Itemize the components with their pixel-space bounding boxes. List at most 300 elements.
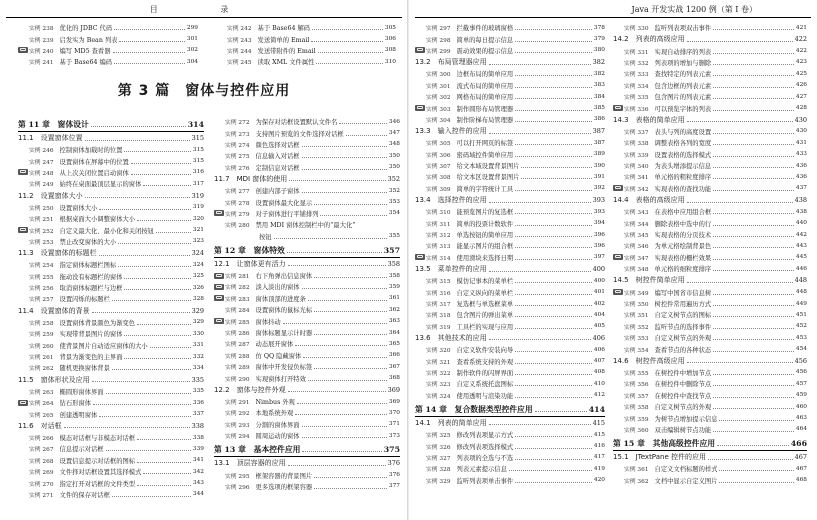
dot-leader xyxy=(708,459,793,460)
page-number: 423 xyxy=(795,59,807,66)
section-heading xyxy=(214,384,400,396)
page-number: 428 xyxy=(795,105,807,112)
page-number: 386 xyxy=(593,116,605,123)
entry-title: 钻石形窗体 xyxy=(59,400,91,408)
video-icon xyxy=(415,47,425,53)
toc-entry xyxy=(214,150,400,161)
toc-entry xyxy=(613,149,807,160)
page-number: 355 xyxy=(388,233,400,240)
entry-title: 14.6 树控件高级应用 xyxy=(613,356,685,365)
page-number: 344 xyxy=(192,491,204,498)
entry-title: 查看节点的各种状态 xyxy=(654,346,712,354)
dot-leader xyxy=(713,98,794,99)
example-number: 实例 333 xyxy=(624,72,649,79)
dot-leader xyxy=(515,436,592,437)
page-number: 392 xyxy=(593,185,605,192)
toc-entry xyxy=(214,185,400,196)
toc-entry xyxy=(613,160,807,171)
chapter-heading xyxy=(613,437,807,451)
left-page xyxy=(0,0,408,520)
dot-leader xyxy=(314,334,387,335)
entry-title: 拖动没有标题栏的窗体 xyxy=(59,273,123,281)
dot-leader xyxy=(515,75,592,76)
page-number: 347 xyxy=(388,130,400,137)
dot-leader xyxy=(99,255,190,256)
page-number: 306 xyxy=(384,36,396,43)
entry-title: 窗体标题显示计时器 xyxy=(255,330,313,338)
entry-title: 修改列表项显示方式 xyxy=(456,432,514,440)
dot-leader xyxy=(316,63,383,64)
page-number: 422 xyxy=(795,48,807,55)
entry-title: 文件择对话框设置其选择模式 xyxy=(59,469,142,477)
page-number: 384 xyxy=(593,93,605,100)
entry-title: 网格布局的简单应用 xyxy=(456,94,514,102)
section-heading xyxy=(415,125,605,137)
example-number: 实例 302 xyxy=(426,95,451,102)
example-number: 实例 289 xyxy=(225,365,250,372)
toc-entry xyxy=(214,219,400,230)
toc-entry xyxy=(415,298,605,309)
page-number: 376 xyxy=(388,472,400,479)
page-number: 389 xyxy=(593,151,605,158)
toc-column xyxy=(613,22,807,486)
example-number: 实例 268 xyxy=(29,458,54,465)
example-number: 实例 325 xyxy=(426,433,451,440)
entry-title: 发送带附件的 Email xyxy=(257,47,316,55)
entry-title: 拦截事件的玻璃窗格 xyxy=(456,25,514,33)
toc-entry xyxy=(18,362,204,373)
dot-leader xyxy=(515,247,592,248)
entry-title: 设置窗体在屏幕中的位置 xyxy=(59,158,129,166)
entry-title: 监听列表项单击事件 xyxy=(456,477,514,485)
entry-title: 取消窗体标题栏与边框 xyxy=(59,285,123,293)
dot-leader xyxy=(515,236,592,237)
page-number: 438 xyxy=(795,208,807,215)
section-heading xyxy=(18,305,204,317)
section-heading xyxy=(214,173,400,185)
toc-entry xyxy=(613,57,807,68)
dot-leader xyxy=(713,397,794,398)
toc-entry-continued xyxy=(214,231,400,242)
entry-title: 实现表格的分页技术 xyxy=(654,232,712,240)
entry-title: 查看系统支持的外观 xyxy=(456,358,514,366)
example-number: 实例 288 xyxy=(225,353,250,360)
dot-leader xyxy=(713,351,794,352)
example-number: 实例 247 xyxy=(29,159,54,166)
dot-leader xyxy=(515,110,592,111)
header-rule xyxy=(6,17,402,18)
page-number: 467 xyxy=(795,465,807,472)
entry-title: 制作圆形布局管理器 xyxy=(456,105,514,113)
dot-leader xyxy=(112,369,191,370)
example-number: 实例 316 xyxy=(426,290,451,297)
entry-title: 在树控件中增加节点 xyxy=(654,369,712,377)
section-heading xyxy=(415,194,605,206)
page-number: 387 xyxy=(593,139,605,146)
toc-entry xyxy=(18,178,204,189)
page-number: 437 xyxy=(795,185,807,192)
toc-entry xyxy=(415,171,605,182)
entry-title: 14.2 列表的高级应用 xyxy=(613,35,685,44)
entry-title: 列表元素提示信息 xyxy=(456,466,507,474)
entry-title: 第 13 章 基本控件应用 xyxy=(214,445,301,455)
toc-entry xyxy=(18,155,204,166)
video-icon xyxy=(613,105,623,111)
example-number: 实例 313 xyxy=(426,244,451,251)
example-number: 实例 319 xyxy=(426,324,451,331)
page-number: 406 xyxy=(593,346,605,353)
page-number: 383 xyxy=(593,82,605,89)
dot-leader xyxy=(713,374,794,375)
toc-entry xyxy=(415,217,605,228)
example-number: 实例 351 xyxy=(624,313,649,320)
example-number: 实例 306 xyxy=(426,152,451,159)
page-number: 421 xyxy=(795,24,807,31)
dot-leader xyxy=(131,163,191,164)
toc-entry xyxy=(214,419,400,430)
example-number: 实例 345 xyxy=(624,233,649,240)
example-number: 实例 298 xyxy=(426,37,451,44)
page-number: 390 xyxy=(593,162,605,169)
dot-leader xyxy=(302,146,387,147)
toc-entry xyxy=(613,206,807,217)
page-number: 467 xyxy=(794,453,807,462)
page-number: 378 xyxy=(593,24,605,31)
page-number: 426 xyxy=(795,82,807,89)
dot-leader xyxy=(687,121,793,122)
entry-title: 列表项的全选与不选 xyxy=(456,454,514,462)
entry-title: 自定义树节点的图标 xyxy=(654,312,712,320)
section-heading xyxy=(18,374,204,386)
dot-leader xyxy=(515,29,592,30)
dot-leader xyxy=(713,408,794,409)
dot-leader xyxy=(713,110,794,111)
toc-entry xyxy=(214,469,400,480)
dot-leader xyxy=(302,169,387,170)
page-number: 324 xyxy=(191,249,204,258)
example-number: 实例 321 xyxy=(426,359,451,366)
dot-leader xyxy=(124,358,190,359)
dot-leader xyxy=(112,300,191,301)
dot-leader xyxy=(312,29,383,30)
toc-entry xyxy=(415,367,605,378)
toc-column xyxy=(415,22,605,486)
toc-entry xyxy=(216,45,396,56)
entry-title: 设置窗体大小 xyxy=(59,204,98,212)
entry-title: 列表项的增加与删除 xyxy=(654,59,712,67)
dot-leader xyxy=(515,213,592,214)
example-number: 实例 270 xyxy=(29,481,54,488)
entry-title: 设置窗体最大化显示 xyxy=(255,199,313,207)
dot-leader xyxy=(515,156,592,157)
dot-leader xyxy=(687,362,793,363)
page-number: 315 xyxy=(192,146,204,153)
entry-title: 12.1 让窗体更有活力 xyxy=(214,259,286,268)
entry-title: 文档中显示自定义图片 xyxy=(654,477,718,485)
entry-title: 15.1 JTextPane 控件的应用 xyxy=(613,453,706,462)
example-number: 实例 278 xyxy=(225,200,250,207)
toc-entry xyxy=(613,390,807,401)
entry-title: 包含图片的列表元素 xyxy=(654,94,712,102)
dot-leader xyxy=(489,271,591,272)
entry-title: 框架容器的背景图片 xyxy=(255,472,313,480)
dot-leader xyxy=(113,52,185,53)
example-number: 实例 243 xyxy=(227,37,252,44)
example-number: 实例 275 xyxy=(225,154,250,161)
dot-leader xyxy=(515,282,592,283)
example-number: 实例 323 xyxy=(426,382,451,389)
page-number: 361 xyxy=(388,295,400,302)
toc-entry xyxy=(415,475,605,486)
toc-entry xyxy=(214,361,400,372)
toc-entry xyxy=(18,202,204,213)
page-number: 329 xyxy=(192,319,204,326)
dot-leader xyxy=(515,190,592,191)
dot-leader xyxy=(713,236,794,237)
page-number: 417 xyxy=(593,454,605,461)
entry-title: 设置窗体的鼠标光标 xyxy=(255,307,313,315)
toc-entry xyxy=(18,282,204,293)
example-number: 实例 318 xyxy=(426,313,451,320)
example-number: 实例 338 xyxy=(624,141,649,148)
entry-title: 自定义树节点的外观 xyxy=(654,404,712,412)
entry-title: 制作软件的闪屏界面 xyxy=(456,369,514,377)
toc-entry xyxy=(415,22,605,33)
toc-entry xyxy=(18,351,204,362)
entry-title: 更多选项的框架容器 xyxy=(255,483,313,491)
page-number: 331 xyxy=(192,342,204,349)
example-number: 实例 328 xyxy=(426,467,451,474)
page-number: 304 xyxy=(186,58,198,65)
toc-entry xyxy=(415,252,605,263)
chapter-heading xyxy=(214,244,400,258)
page-number: 448 xyxy=(795,289,807,296)
page-number: 443 xyxy=(795,242,807,249)
toc-entry xyxy=(18,328,204,339)
page-number: 404 xyxy=(593,311,605,318)
dot-leader xyxy=(515,225,592,226)
example-number: 实例 261 xyxy=(29,355,54,362)
example-number: 实例 266 xyxy=(29,436,54,442)
toc-entry xyxy=(415,80,605,91)
entry-title: 淡入淡出的窗体 xyxy=(255,284,300,292)
entry-title: 实现表格的栅栏效果 xyxy=(654,254,712,262)
toc-entry xyxy=(613,126,807,137)
example-number: 实例 284 xyxy=(225,308,250,315)
dot-leader xyxy=(717,445,789,446)
entry-title: 双击编辑树节点功能 xyxy=(654,426,712,434)
dot-leader xyxy=(515,397,592,398)
dot-leader xyxy=(85,197,190,198)
video-icon xyxy=(18,169,28,175)
example-number: 实例 299 xyxy=(426,48,451,55)
entry-title: 自定义树节点的外观 xyxy=(654,335,712,343)
toc-column xyxy=(216,22,396,68)
entry-title: 窗体顶部的进度条 xyxy=(255,295,306,303)
entry-title: 能预览图片的复选框 xyxy=(456,209,514,217)
entry-title: 11.4 设置窗体的背景 xyxy=(18,306,90,315)
section-heading xyxy=(18,247,204,259)
example-number: 实例 296 xyxy=(225,484,250,491)
example-number: 实例 320 xyxy=(426,348,451,355)
entry-title: 使用滑块来选择日期 xyxy=(456,254,514,262)
dot-leader xyxy=(308,300,387,301)
page-number: 350 xyxy=(388,152,400,159)
example-number: 实例 322 xyxy=(426,370,451,377)
example-number: 实例 241 xyxy=(29,60,54,67)
example-number: 实例 331 xyxy=(624,49,649,56)
page-number: 451 xyxy=(795,311,807,318)
toc-entry xyxy=(415,68,605,79)
entry-title: 设置表格的选择模式 xyxy=(654,151,712,159)
dot-leader xyxy=(112,496,191,497)
dot-leader xyxy=(719,482,793,483)
toc-column xyxy=(18,116,204,500)
page-number: 422 xyxy=(794,35,807,44)
entry-title: 在树控件中删除节点 xyxy=(654,381,712,389)
dot-leader xyxy=(288,265,386,266)
section-heading xyxy=(18,420,204,432)
entry-title: 第 14 章 复合数据类型控件应用 xyxy=(415,404,533,414)
entry-title: 窗体中开发侵负标签 xyxy=(255,364,313,372)
entry-title: 设置闪烁的标题栏 xyxy=(59,296,110,304)
toc-entry xyxy=(613,183,807,194)
entry-title: 模态对话框与非模态对话框 xyxy=(59,435,136,442)
dot-leader xyxy=(489,424,591,425)
example-number: 实例 311 xyxy=(426,221,451,228)
page-number: 325 xyxy=(192,273,204,280)
entry-title: 监听列表项双击事件 xyxy=(654,25,712,33)
entry-title: 单选按钮的简单应用 xyxy=(456,232,514,240)
page-number: 337 xyxy=(192,411,204,418)
dot-leader xyxy=(687,282,793,283)
dot-leader xyxy=(515,305,592,306)
example-number: 实例 279 xyxy=(225,211,250,218)
page-number: 449 xyxy=(795,300,807,307)
example-number: 实例 330 xyxy=(624,26,649,33)
page-number: 415 xyxy=(592,418,605,427)
toc-entry xyxy=(415,390,605,401)
toc-entry xyxy=(613,475,807,486)
toc-entry xyxy=(613,309,807,320)
entry-title: 设置窗体背景颜色为渐变色 xyxy=(59,319,136,327)
entry-title: 信息提示对话框 xyxy=(59,446,104,454)
toc-entry xyxy=(18,432,204,443)
entry-title: 14.1 列表的简单应用 xyxy=(415,418,487,427)
example-number: 实例 300 xyxy=(426,72,451,79)
toc-entry xyxy=(613,263,807,274)
page-number: 414 xyxy=(588,404,605,414)
toc-entry xyxy=(415,183,605,194)
toc-entry xyxy=(613,102,807,113)
entry-title: 查找特定的列表元素 xyxy=(654,71,712,79)
dot-leader xyxy=(114,63,185,64)
toc-entry xyxy=(415,45,605,56)
dot-leader xyxy=(118,243,191,244)
dot-leader xyxy=(124,335,190,336)
section-heading xyxy=(18,190,204,202)
toc-entry xyxy=(613,80,807,91)
dot-leader xyxy=(713,167,794,168)
dot-leader xyxy=(302,192,387,193)
page-number: 366 xyxy=(388,352,400,359)
page-number: 464 xyxy=(795,426,807,433)
dot-leader xyxy=(314,277,387,278)
page-number: 380 xyxy=(593,47,605,54)
dot-leader xyxy=(713,190,794,191)
video-icon xyxy=(18,227,28,233)
entry-title: 13.4 选择控件的应用 xyxy=(415,196,487,205)
dot-leader xyxy=(274,238,387,239)
example-number: 实例 343 xyxy=(624,210,649,217)
entry-title: 11.2 设置窗体大小 xyxy=(18,191,83,200)
page-number: 431 xyxy=(795,139,807,146)
entry-title: 13.5 菜单控件的应用 xyxy=(415,265,487,274)
page-number: 373 xyxy=(388,432,400,439)
page-number: 410 xyxy=(593,380,605,387)
entry-title: 14.4 表格的高级应用 xyxy=(613,196,685,205)
section-heading xyxy=(214,457,400,469)
toc-entry xyxy=(18,317,204,328)
video-icon xyxy=(18,47,28,53)
example-number: 实例 336 xyxy=(624,106,649,113)
dot-leader xyxy=(118,266,191,267)
page-number: 342 xyxy=(192,468,204,475)
entry-title: 禁止改变窗体的大小 xyxy=(59,238,117,246)
entry-title: 基于 Base64 解码 xyxy=(257,25,311,33)
example-number: 实例 249 xyxy=(29,182,54,189)
page-number: 364 xyxy=(388,329,400,336)
dot-leader xyxy=(314,488,387,489)
dot-leader xyxy=(687,202,793,203)
page-number: 396 xyxy=(593,242,605,249)
page-number: 454 xyxy=(795,346,807,353)
video-icon xyxy=(415,105,425,111)
dot-leader xyxy=(93,404,191,405)
entry-title: 11.1 设置窗体位置 xyxy=(18,134,83,142)
toc-entry xyxy=(214,270,400,281)
dot-leader xyxy=(489,339,591,340)
entry-title: 按钮 xyxy=(259,233,272,241)
dot-leader xyxy=(713,259,794,260)
entry-title: 11.7 MDI 窗体的使用 xyxy=(214,174,288,183)
entry-title: 为保存对话框设置默认文件名 xyxy=(255,119,338,127)
toc-entry xyxy=(18,259,204,270)
example-number: 实例 264 xyxy=(29,401,54,408)
dot-leader xyxy=(131,174,191,175)
example-number: 实例 297 xyxy=(426,26,451,33)
toc-entry xyxy=(613,45,807,56)
example-number: 实例 263 xyxy=(29,389,54,396)
entry-title: 监听节点的选择事件 xyxy=(654,323,712,331)
toc-column xyxy=(18,22,198,68)
video-icon xyxy=(214,273,224,279)
section-heading xyxy=(415,417,605,429)
example-number: 实例 334 xyxy=(624,83,649,90)
dot-leader xyxy=(302,426,387,427)
page-number: 415 xyxy=(593,431,605,438)
dot-leader xyxy=(713,385,794,386)
example-number: 实例 260 xyxy=(29,343,54,350)
dot-leader xyxy=(713,270,794,271)
example-number: 实例 305 xyxy=(426,141,451,148)
video-icon xyxy=(613,254,623,260)
toc-entry xyxy=(613,378,807,389)
entry-title: 13.3 输入控件的应用 xyxy=(415,127,487,136)
toc-entry xyxy=(415,378,605,389)
page-number: 299 xyxy=(186,24,198,31)
page-number: 363 xyxy=(388,318,400,325)
